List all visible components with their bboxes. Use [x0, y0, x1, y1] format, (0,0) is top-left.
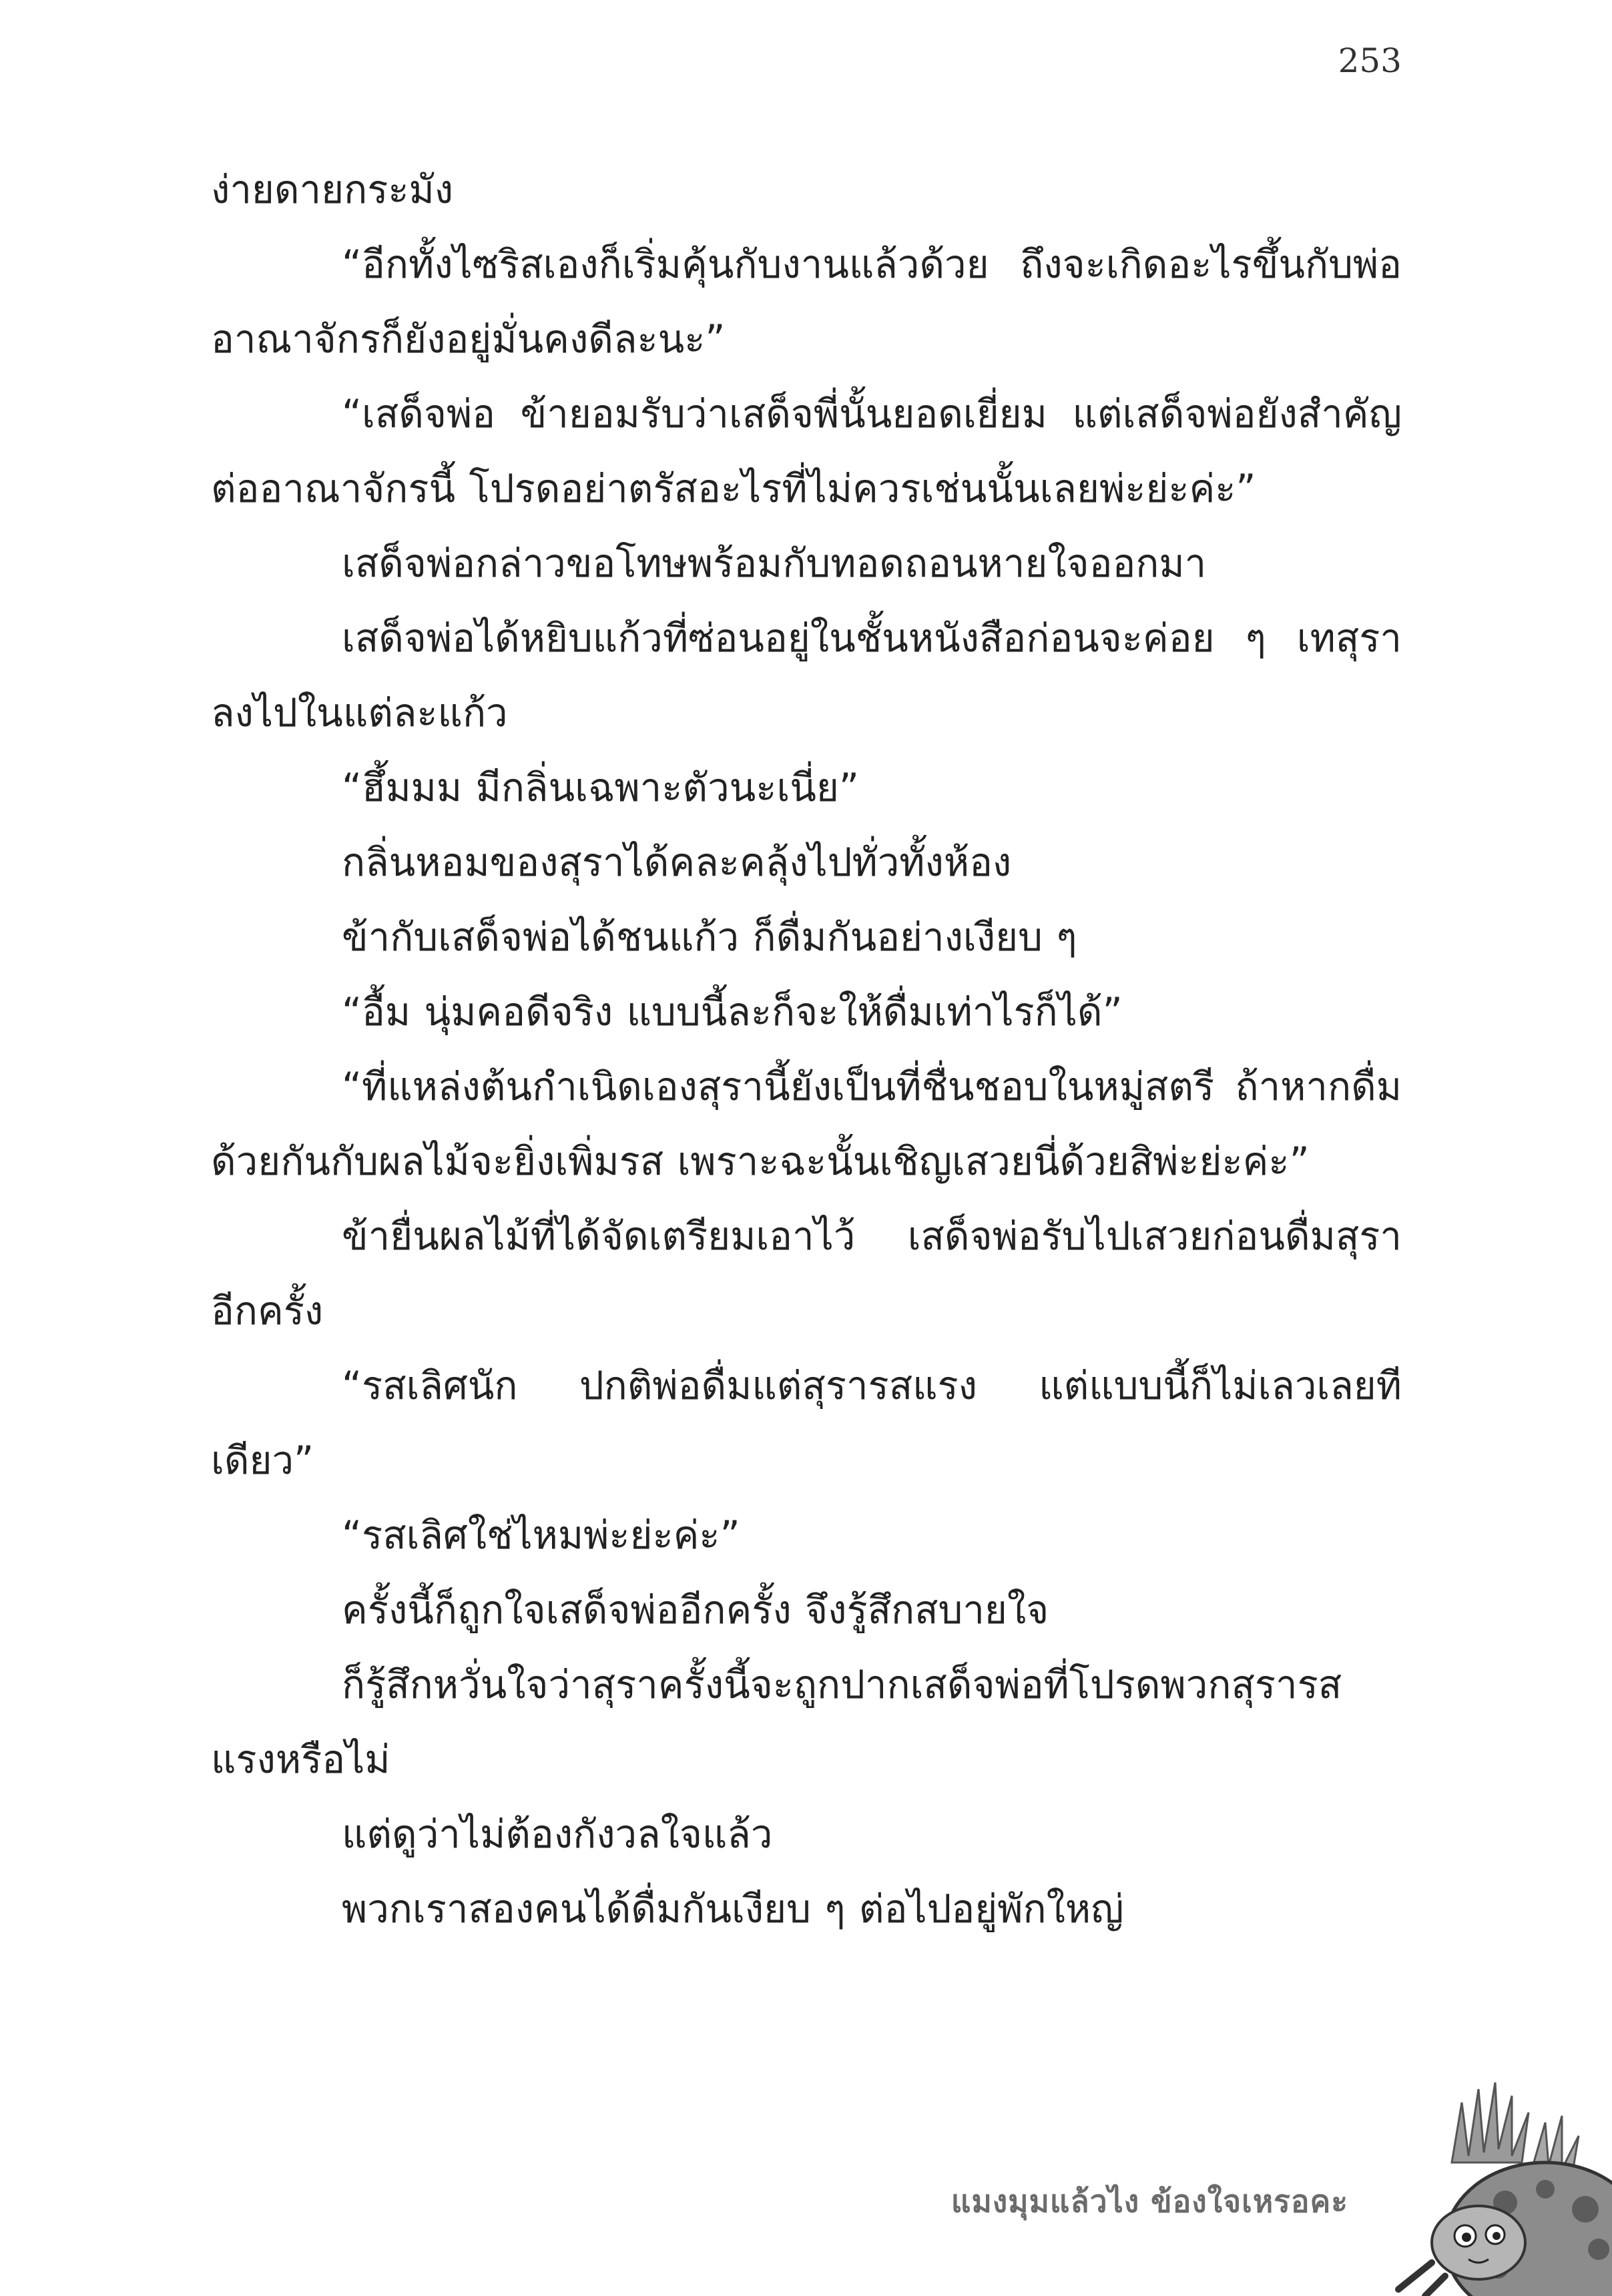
paragraph: ข้ายื่นผลไม้ที่ได้จัดเตรียมเอาไว้ เสด็จพ่อรับไปเสวยก่อนดื่มสุราอีกครั้ง: [211, 1213, 1402, 1334]
paragraph: พวกเราสองคนได้ดื่มกันเงียบ ๆ ต่อไปอยู่พักใหญ่: [342, 1886, 1124, 1932]
paragraph: “ที่แหล่งต้นกำเนิดเองสุรานี้ยังเป็นที่ชื่นชอบในหมู่สตรี ถ้าหากดื่มด้วยกันกับผลไม้จะยิ่งเพิ่มรส เพราะฉะนั้นเชิญเสวยนี่ด้วยสิพ่ะย่ะค่ะ”: [211, 1064, 1402, 1184]
paragraph: กลิ่นหอมของสุราได้คละคลุ้งไปทั่วทั้งห้อง: [342, 840, 1012, 885]
paragraph: “รสเลิศนัก ปกติพ่อดื่มแต่สุรารสแรง แต่แบบนี้ก็ไม่เลวเลยทีเดียว”: [211, 1363, 1402, 1483]
paragraph: “เสด็จพ่อ ข้ายอมรับว่าเสด็จพี่นั้นยอดเยี่ยม แต่เสด็จพ่อยังสำคัญต่ออาณาจักรนี้ โปรดอย่าตรัสอะไรที่ไม่ควรเช่นนั้นเลยพ่ะย่ะค่ะ”: [211, 391, 1402, 511]
paragraph: “ฮึ้มมม มีกลิ่นเฉพาะตัวนะเนี่ย”: [342, 765, 859, 810]
paragraph: ข้ากับเสด็จพ่อได้ชนแก้ว ก็ดื่มกันอย่างเงียบ ๆ: [342, 914, 1077, 960]
paragraph: ง่ายดายกระมัง: [211, 167, 454, 212]
spider-mascot-icon: [1345, 2076, 1612, 2296]
paragraph: เสด็จพ่อกล่าวขอโทษพร้อมกับทอดถอนหายใจออกมา: [342, 541, 1207, 586]
paragraph: แต่ดูว่าไม่ต้องกังวลใจแล้ว: [342, 1811, 773, 1857]
page-number: 253: [1338, 41, 1402, 80]
paragraph: “อื้ม นุ่มคอดีจริง แบบนี้ละก็จะให้ดื่มเท่าไรก็ได้”: [342, 989, 1123, 1035]
paragraph: เสด็จพ่อได้หยิบแก้วที่ซ่อนอยู่ในชั้นหนังสือก่อนจะค่อย ๆ เทสุราลงไปในแต่ละแก้ว: [211, 615, 1402, 736]
paragraph: ครั้งนี้ก็ถูกใจเสด็จพ่ออีกครั้ง จึงรู้สึกสบายใจ: [342, 1587, 1049, 1633]
paragraph: ก็รู้สึกหวั่นใจว่าสุราครั้งนี้จะถูกปากเสด็จพ่อที่โปรดพวกสุรารสแรงหรือไม่: [211, 1662, 1342, 1782]
paragraph: “รสเลิศใช่ไหมพ่ะย่ะค่ะ”: [342, 1512, 740, 1558]
footer-book-title: แมงมุมแล้วไง ข้องใจเหรอคะ: [951, 2183, 1348, 2219]
paragraph: “อีกทั้งไซริสเองก็เริ่มคุ้นกับงานแล้วด้วย ถึงจะเกิดอะไรขึ้นกับพ่อ อาณาจักรก็ยังอยู่มั่นคงดีละนะ”: [211, 242, 1402, 362]
body-text: [211, 152, 1402, 1946]
